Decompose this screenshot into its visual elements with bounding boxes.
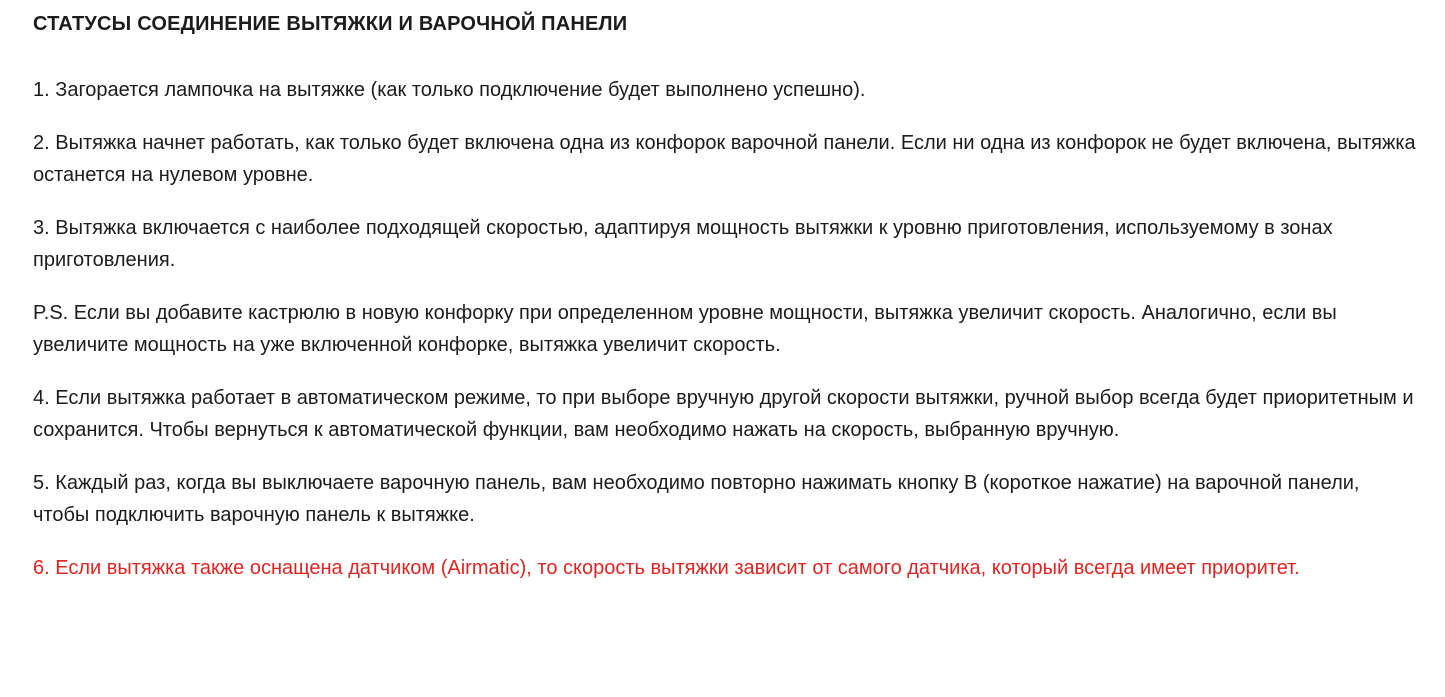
paragraph-status-2: 2. Вытяжка начнет работать, как только будет включена одна из конфорок варочной панели. Если ни одна из конфорок не будет включена, вытяжка останется на нулевом уровне.: [33, 131, 1416, 186]
paragraph-status-6-warning: 6. Если вытяжка также оснащена датчиком (Airmatic), то скорость вытяжки зависит от самого датчика, который всегда имеет приоритет.: [33, 556, 1300, 579]
paragraph-status-5: 5. Каждый раз, когда вы выключаете варочную панель, вам необходимо повторно нажимать кнопку B (короткое нажатие) на варочной панели, чтобы подключить варочную панель к вытяжке.: [33, 471, 1360, 526]
paragraph-status-4: 4. Если вытяжка работает в автоматическом режиме, то при выборе вручную другой скорости вытяжки, ручной выбор всегда будет приоритетным и сохранится. Чтобы вернуться к автоматической функции, вам необходимо нажать на скорость, выбранную вручную.: [33, 386, 1414, 441]
paragraph-status-3: 3. Вытяжка включается с наиболее подходящей скоростью, адаптируя мощность вытяжки к уровню приготовления, используемому в зонах приготовления.: [33, 216, 1333, 271]
paragraph-status-1: 1. Загорается лампочка на вытяжке (как только подключение будет выполнено успешно).: [33, 79, 866, 101]
page-title: СТАТУСЫ СОЕДИНЕНИЕ ВЫТЯЖКИ И ВАРОЧНОЙ ПАНЕЛИ: [33, 13, 628, 35]
paragraph-postscript: P.S. Если вы добавите кастрюлю в новую конфорку при определенном уровне мощности, вытяжка увеличит скорость. Аналогично, если вы увеличите мощность на уже включенной конфорке, вытяжка увеличит скорость.: [33, 301, 1337, 356]
